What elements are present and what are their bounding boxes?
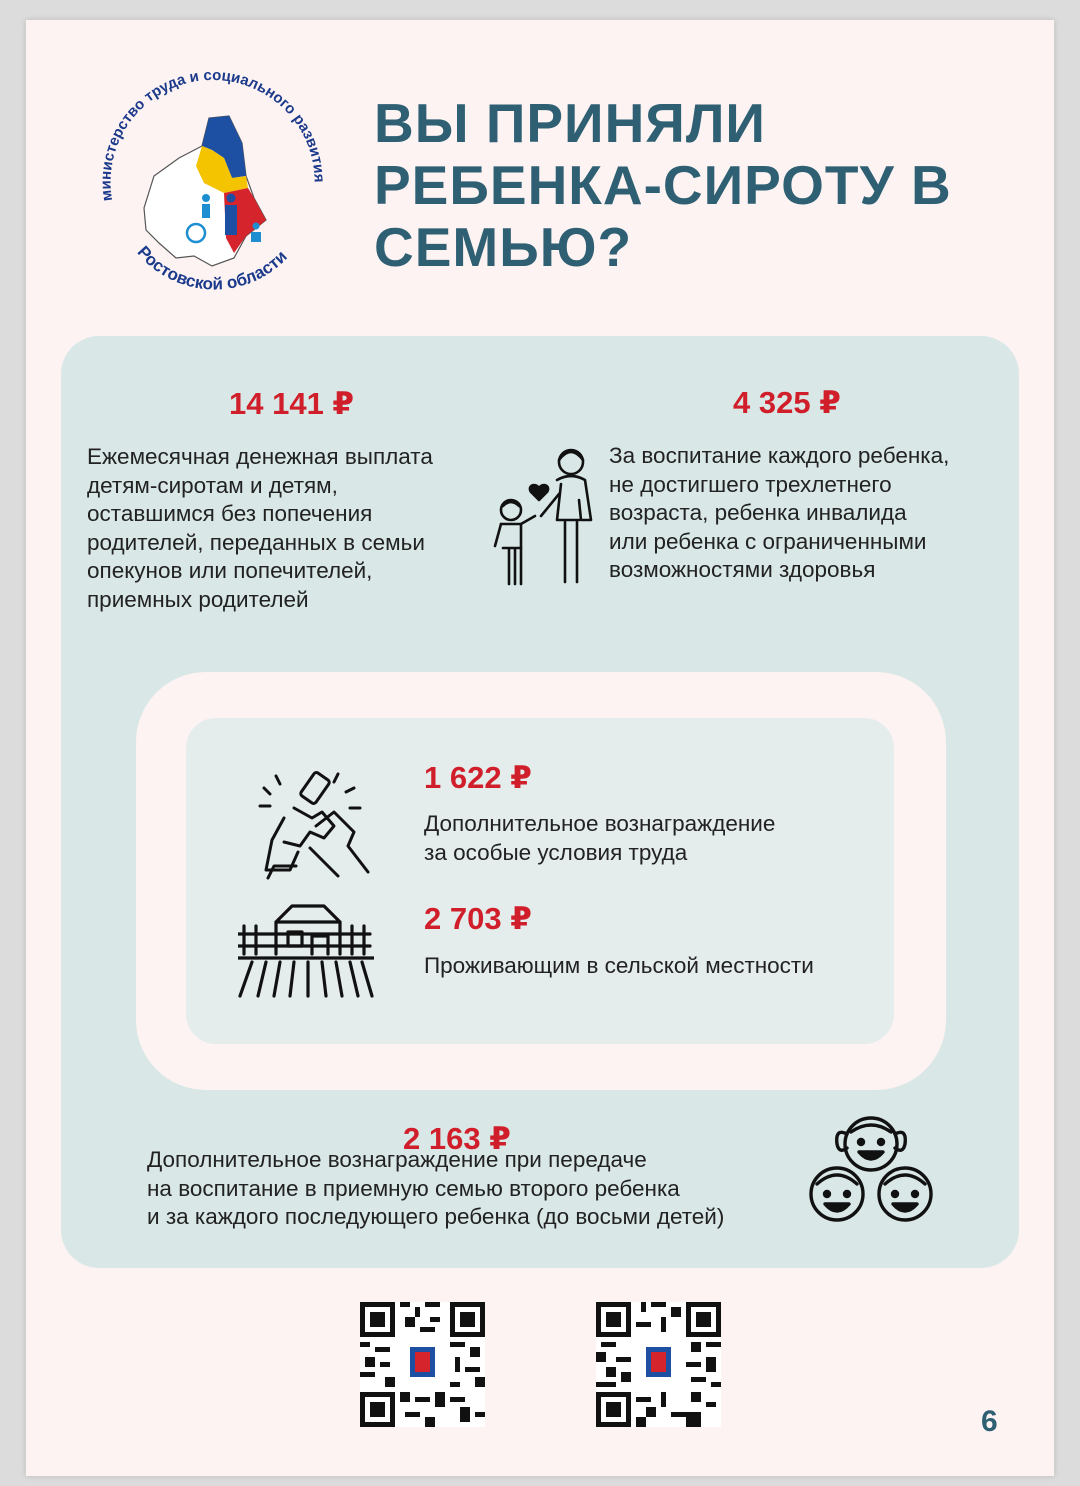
special-conditions-description bbox=[424, 810, 775, 867]
page-number: 6 bbox=[981, 1405, 998, 1438]
title-line-3: СЕМЬЮ? bbox=[374, 216, 633, 278]
second-child-description bbox=[147, 1146, 724, 1232]
special-conditions-line: Дополнительное вознаграждение bbox=[424, 811, 776, 836]
page-title bbox=[374, 92, 1014, 278]
upbringing-line: За воспитание каждого ребенка, bbox=[609, 443, 950, 468]
upbringing-line: возможностями здоровья bbox=[609, 557, 876, 582]
parent-child-icon bbox=[485, 444, 605, 589]
upbringing-line: возраста, ребенка инвалида bbox=[609, 500, 907, 525]
monthly-line: Ежемесячная денежная выплата bbox=[87, 444, 433, 469]
monthly-line: оставшимся без попечения bbox=[87, 501, 373, 526]
monthly-amount: 14 141 ₽ bbox=[229, 386, 354, 421]
children-faces-icon bbox=[807, 1114, 937, 1226]
special-conditions-line: за особые условия труда bbox=[424, 839, 688, 865]
upbringing-amount: 4 325 ₽ bbox=[733, 385, 841, 420]
monthly-line: приемных родителей bbox=[87, 586, 309, 612]
svg-text:министерство труда и социально: министерство труда и социального развития bbox=[97, 66, 328, 203]
payments-panel bbox=[61, 336, 1019, 1268]
extra-payments-box bbox=[186, 718, 894, 1044]
second-child-line: и за каждого последующего ребенка (до восьми детей) bbox=[147, 1204, 725, 1229]
upbringing-line: не достигшего трехлетнего bbox=[609, 471, 892, 497]
svg-text:Ростовской области: Ростовской области bbox=[133, 242, 291, 294]
monthly-line: детям-сиротам и детям, bbox=[87, 472, 338, 498]
special-conditions-amount: 1 622 ₽ bbox=[424, 760, 532, 795]
rural-house-icon bbox=[238, 904, 374, 1000]
second-child-amount: 2 163 ₽ bbox=[403, 1121, 511, 1156]
helping-hands-icon bbox=[254, 768, 370, 884]
rural-line: Проживающим в сельской местности bbox=[424, 953, 814, 978]
second-child-line: на воспитание в приемную семью второго ребенка bbox=[147, 1175, 680, 1201]
rural-description bbox=[424, 952, 814, 981]
qr-code-icon[interactable] bbox=[360, 1302, 485, 1427]
monthly-line: опекунов или попечителей, bbox=[87, 558, 373, 583]
title-line-2: РЕБЕНКА-СИРОТУ В bbox=[374, 154, 952, 216]
title-line-1: ВЫ ПРИНЯЛИ bbox=[374, 92, 766, 154]
upbringing-line: или ребенка с ограниченными bbox=[609, 528, 927, 554]
monthly-line: родителей, переданных в семьи bbox=[87, 529, 425, 555]
upbringing-description bbox=[609, 442, 949, 585]
page bbox=[26, 20, 1054, 1476]
ministry-logo bbox=[84, 58, 334, 313]
extra-payments-frame bbox=[136, 672, 946, 1090]
second-child-line: Дополнительное вознаграждение при передаче bbox=[147, 1147, 647, 1172]
monthly-description bbox=[87, 443, 433, 614]
rural-amount: 2 703 ₽ bbox=[424, 901, 532, 936]
qr-code-icon[interactable] bbox=[596, 1302, 721, 1427]
